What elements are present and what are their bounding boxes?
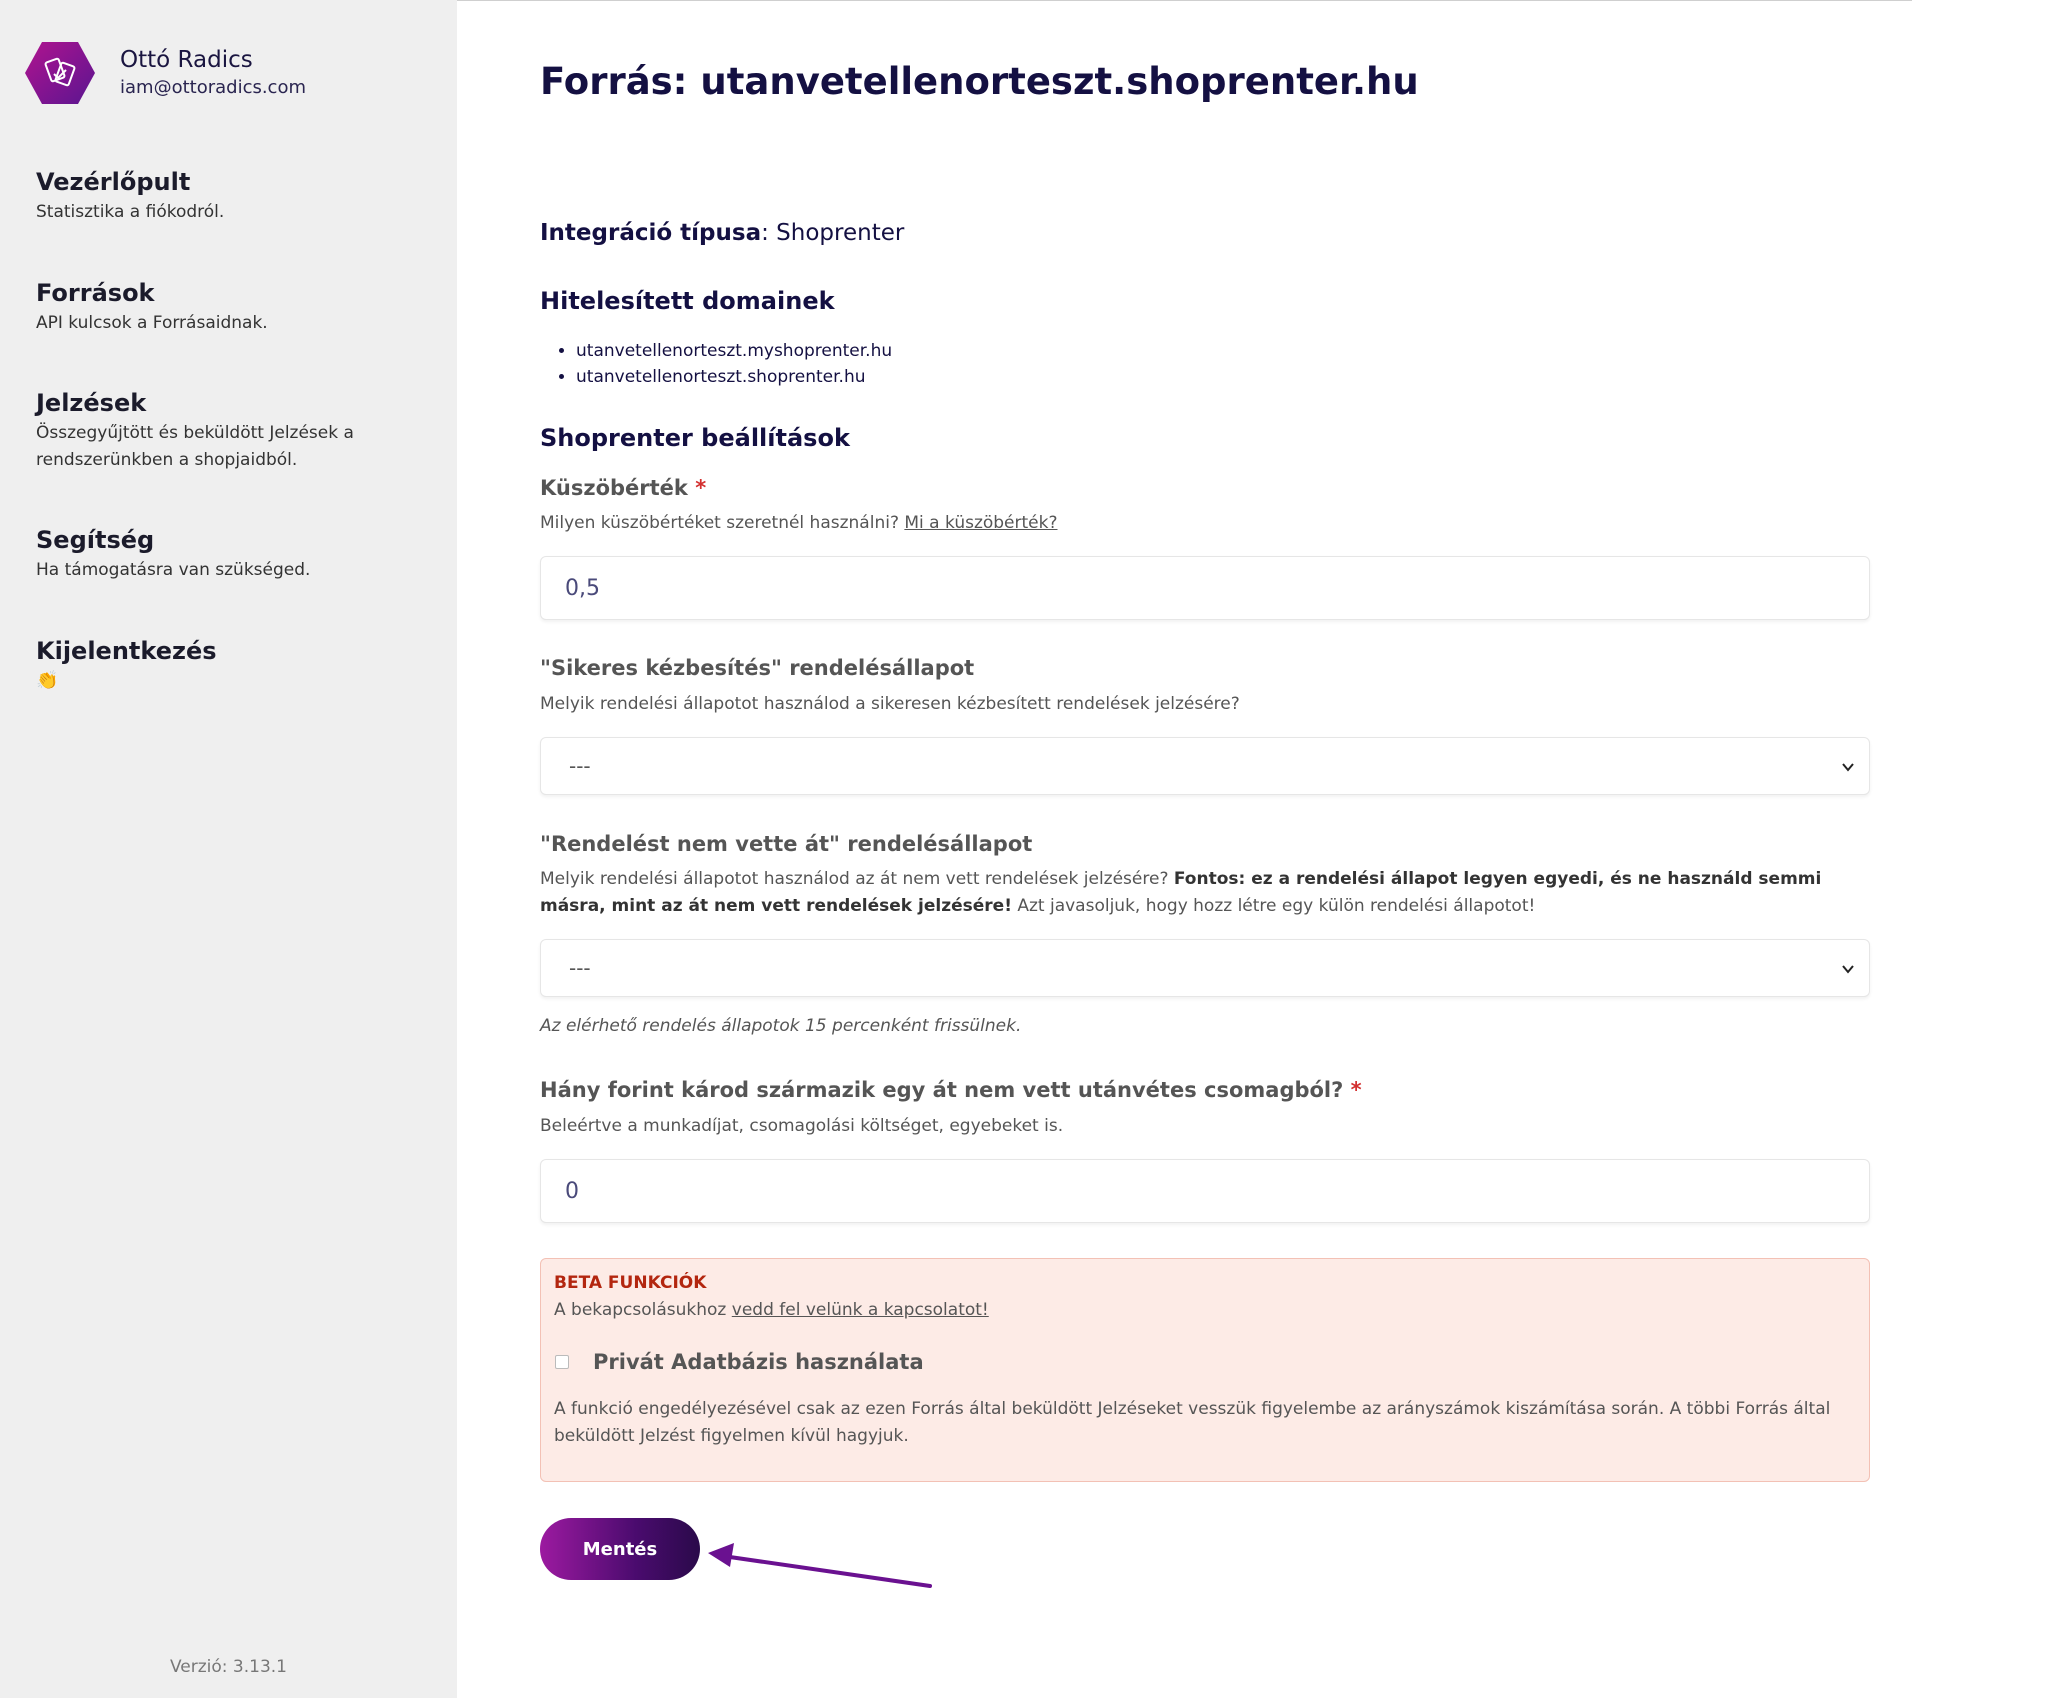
beta-description: A funkció engedélyezésével csak az ezen Forrás által beküldött Jelzéseket vesszük figyelembe az arányszámok kiszámítása során. A többi Forrás által beküldött Jelzést figyelmen kívül hagyjuk. bbox=[554, 1399, 1831, 1446]
annotation-arrow-icon bbox=[706, 1536, 932, 1588]
sidebar-item-title: Források bbox=[36, 279, 155, 307]
sidebar-item-dashboard[interactable] bbox=[36, 166, 224, 226]
verified-domains-list bbox=[560, 338, 892, 390]
user-name: Ottó Radics bbox=[120, 47, 253, 73]
sidebar-item-title: Vezérlőpult bbox=[36, 168, 191, 196]
settings-heading: Shoprenter beállítások bbox=[540, 424, 850, 452]
beta-title: BETA FUNKCIÓK bbox=[554, 1273, 707, 1293]
verified-domains-heading: Hitelesített domainek bbox=[540, 287, 835, 315]
threshold-label bbox=[540, 476, 706, 500]
integration-type-label: Integráció típusa bbox=[540, 220, 762, 246]
sidebar-item-help[interactable] bbox=[36, 524, 310, 584]
cost-label-text: Hány forint károd származik egy át nem vett utánvétes csomagból? bbox=[540, 1078, 1344, 1102]
sidebar-item-title: Kijelentkezés bbox=[36, 637, 217, 665]
sidebar-item-signals[interactable] bbox=[36, 387, 376, 474]
required-mark: * bbox=[695, 476, 707, 500]
sidebar-item-desc: API kulcsok a Forrásaidnak. bbox=[36, 313, 268, 333]
contact-link[interactable]: vedd fel velünk a kapcsolatot! bbox=[731, 1300, 989, 1320]
top-divider bbox=[457, 0, 1912, 1]
integration-type bbox=[540, 220, 904, 246]
private-database-checkbox[interactable] bbox=[555, 1355, 569, 1369]
status-refresh-note: Az elérhető rendelés állapotok 15 percenként frissülnek. bbox=[540, 1016, 1022, 1036]
cost-input[interactable]: 0 bbox=[540, 1159, 1870, 1223]
save-button[interactable]: Mentés bbox=[540, 1518, 700, 1580]
list-item: • utanvetellenorteszt.shoprenter.hu bbox=[576, 364, 892, 390]
private-database-label[interactable]: Privát Adatbázis használata bbox=[593, 1350, 924, 1374]
delivered-status-help: Melyik rendelési állapotot használod a sikeresen kézbesített rendelések jelzésére? bbox=[540, 694, 1240, 714]
cost-label bbox=[540, 1078, 1362, 1102]
help-text: Azt javasoljuk, hogy hozz létre egy külön rendelési állapotot! bbox=[1011, 896, 1536, 916]
sidebar-item-title: Segítség bbox=[36, 526, 155, 554]
sidebar-item-desc: Összegyűjtött és beküldött Jelzések a rendszerünkben a shopjaidból. bbox=[36, 423, 354, 470]
help-important-text: Fontos: ez a rendelési állapot legyen egyedi, és ne használd semmi másra, mint az át nem vett rendelések jelzésére! bbox=[540, 869, 1822, 916]
not-received-status-help bbox=[540, 866, 1870, 920]
cost-help: Beleértve a munkadíjat, csomagolási költséget, egyebeket is. bbox=[540, 1116, 1064, 1136]
not-received-status-select[interactable] bbox=[540, 939, 1870, 997]
beta-subtitle bbox=[554, 1300, 989, 1320]
sidebar-item-desc: Ha támogatásra van szükséged. bbox=[36, 560, 311, 580]
clapping-hands-icon: 👏 bbox=[36, 670, 59, 691]
page-title: Forrás: utanvetellenorteszt.shoprenter.hu bbox=[540, 60, 1419, 103]
sidebar-item-sources[interactable] bbox=[36, 277, 268, 337]
not-received-status-label: "Rendelést nem vette át" rendelésállapot bbox=[540, 832, 1033, 856]
chevron-down-icon bbox=[1841, 760, 1855, 774]
version-label: Verzió: 3.13.1 bbox=[169, 1657, 287, 1677]
required-mark: * bbox=[1350, 1078, 1362, 1102]
sidebar-item-title: Jelzések bbox=[36, 389, 147, 417]
beta-features-box bbox=[540, 1258, 1870, 1482]
threshold-help-link[interactable]: Mi a küszöbérték? bbox=[904, 513, 1058, 533]
list-item: • utanvetellenorteszt.myshoprenter.hu bbox=[576, 338, 892, 364]
sidebar-item-logout[interactable] bbox=[36, 635, 217, 694]
sidebar-item-desc: Statisztika a fiókodról. bbox=[36, 202, 225, 222]
select-value: --- bbox=[569, 754, 591, 778]
integration-type-value: : Shoprenter bbox=[761, 220, 905, 246]
select-value: --- bbox=[569, 956, 591, 980]
avatar bbox=[24, 40, 96, 106]
threshold-input[interactable]: 0,5 bbox=[540, 556, 1870, 620]
chevron-down-icon bbox=[1841, 962, 1855, 976]
delivered-status-label: "Sikeres kézbesítés" rendelésállapot bbox=[540, 656, 975, 680]
threshold-help-text: Milyen küszöbértéket szeretnél használni? bbox=[540, 513, 905, 533]
help-text: Melyik rendelési állapotot használod az át nem vett rendelések jelzésére? bbox=[540, 869, 1174, 889]
user-profile[interactable] bbox=[24, 40, 306, 106]
threshold-label-text: Küszöbérték bbox=[540, 476, 688, 500]
threshold-help bbox=[540, 510, 1870, 537]
beta-subtitle-text: A bekapcsolásukhoz bbox=[554, 1300, 732, 1320]
sidebar bbox=[0, 0, 457, 1698]
user-email: iam@ottoradics.com bbox=[120, 77, 307, 98]
delivered-status-select[interactable] bbox=[540, 737, 1870, 795]
